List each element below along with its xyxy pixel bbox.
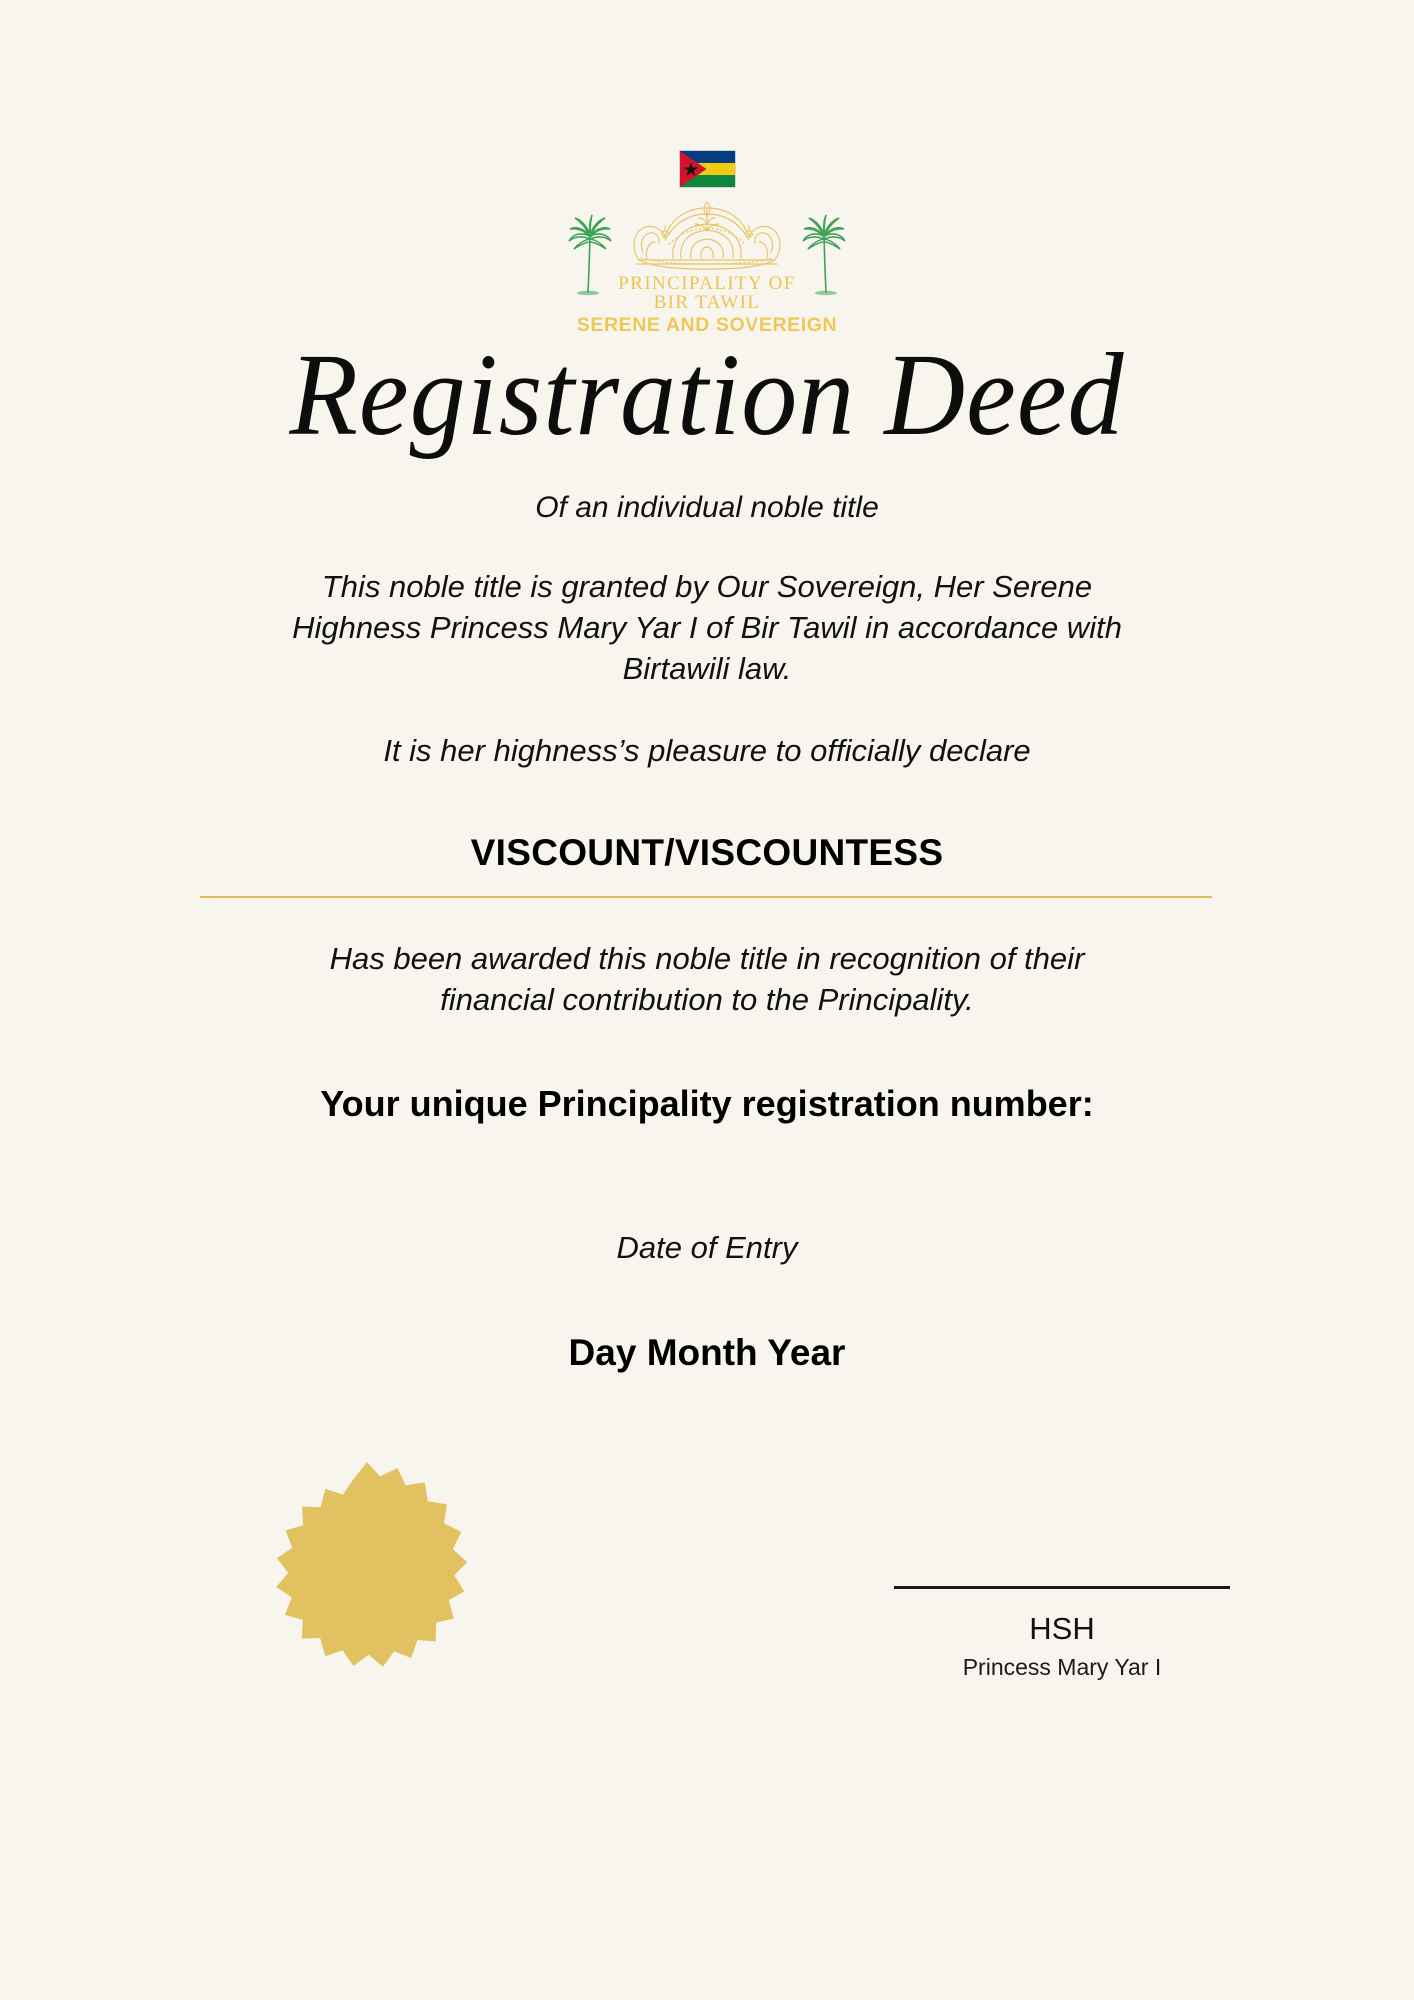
declaration-line: It is her highness’s pleasure to officially declare xyxy=(383,733,1031,768)
signature-name: Princess Mary Yar I xyxy=(962,1654,1162,1680)
noble-title-heading: VISCOUNT/VISCOUNTESS xyxy=(470,832,944,873)
crest-organization-name xyxy=(567,274,847,312)
crest-header xyxy=(0,150,1414,337)
document-subtitle: Of an individual noble title xyxy=(535,491,879,524)
signature-title: HSH xyxy=(1029,1611,1095,1646)
signature-block xyxy=(894,1586,1230,1681)
crest-org-line-1: PRINCIPALITY OF xyxy=(618,273,796,294)
gold-starburst-seal-icon xyxy=(232,1462,502,1732)
date-of-entry-value: Day Month Year xyxy=(568,1332,846,1373)
crest-tagline: SERENE AND SOVEREIGN xyxy=(576,314,838,336)
registration-number-label: Your unique Principality registration number: xyxy=(320,1083,1094,1124)
date-of-entry-label: Date of Entry xyxy=(616,1230,798,1265)
grant-paragraph: This noble title is granted by Our Sovereign, Her Serene Highness Princess Mary Yar I of Bir Tawil in accordance with Birtawili law. xyxy=(292,569,1122,686)
bir-tawil-flag-icon xyxy=(679,150,736,188)
crest-emblem xyxy=(567,200,847,313)
crest-org-line-2: BIR TAWIL xyxy=(653,292,761,313)
crown-icon xyxy=(621,200,793,276)
recognition-paragraph: Has been awarded this noble title in recognition of their financial contribution to the Principality. xyxy=(329,941,1085,1017)
page-title: Registration Deed xyxy=(289,329,1125,461)
gold-divider xyxy=(200,896,1212,898)
signature-line xyxy=(894,1586,1230,1589)
